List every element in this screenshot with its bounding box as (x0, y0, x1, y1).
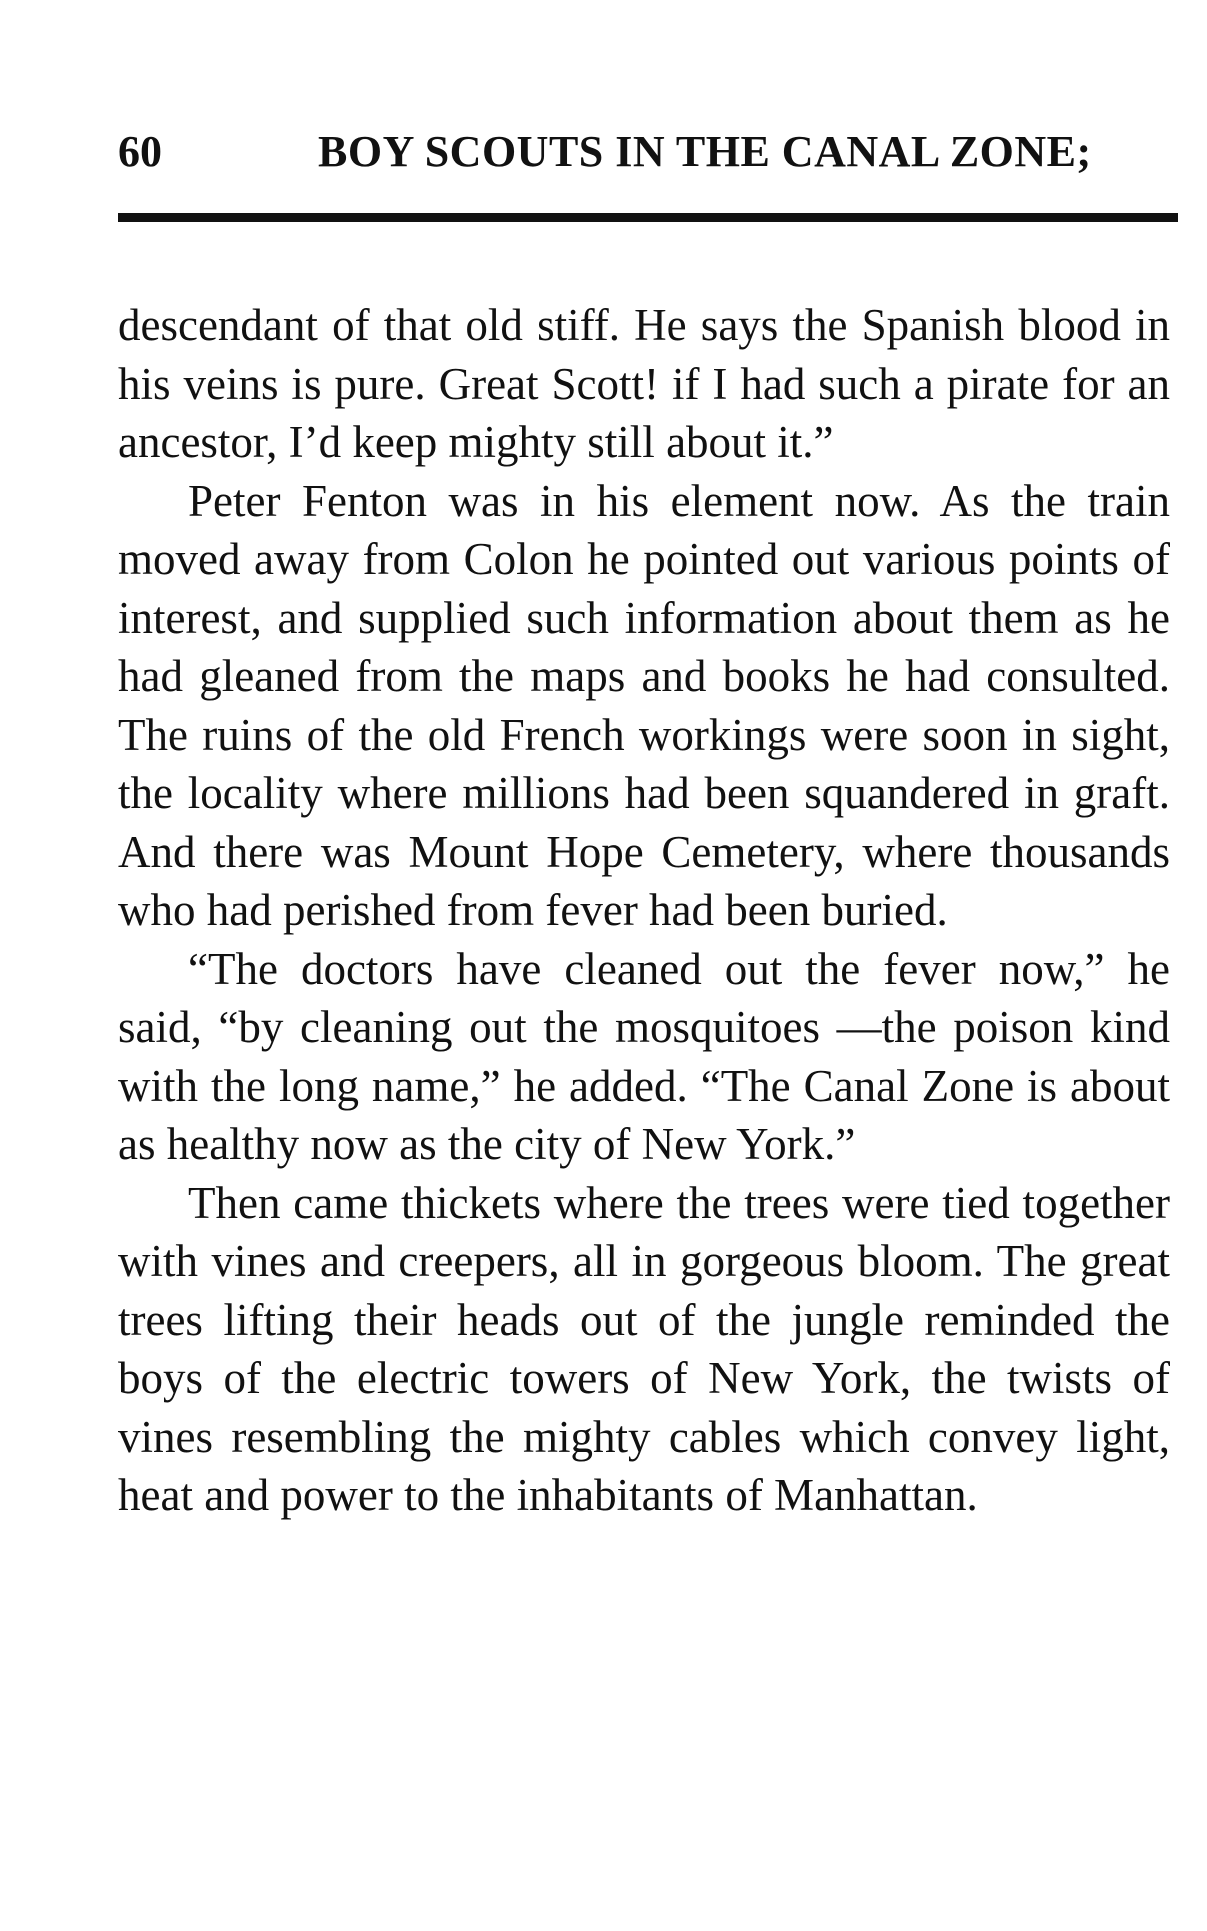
header-rule (118, 213, 1178, 222)
paragraph-peter-fenton: Peter Fenton was in his element now. As the train moved away from Colon he pointed out various points of interest, and supplied such information about them as he had gleaned from the maps and books he had consulted. The ruins of the old French workings were soon in sight, the locality where millions had been squandered in graft. And there was Mount Hope Cemetery, where thousands who had perished from fever had been buried. (118, 475, 1170, 935)
paragraph-continuation: descendant of that old stiff. He says the Spanish blood in his veins is pure. Great Scott! if I had such a pirate for an ancestor, I’d keep mighty still about it.” (118, 300, 1170, 467)
body-text (118, 296, 1170, 1525)
page-number: 60 (118, 127, 162, 176)
running-title: BOY SCOUTS IN THE CANAL ZONE; (318, 127, 1092, 176)
running-head (118, 122, 1178, 182)
paragraph-thickets: Then came thickets where the trees were tied together with vines and creepers, all in gorgeous bloom. The great trees lifting their heads out of the jungle reminded the boys of the electric towers of New York, the twists of vines resembling the mighty cables which convey light, heat and power to the inhabitants of Manhattan. (118, 1177, 1170, 1520)
paragraph-doctors-quote: “The doctors have cleaned out the fever now,” he said, “by cleaning out the mosquitoes —the poison kind with the long name,” he added. “The Canal Zone is about as healthy now as the city of New York.” (118, 943, 1170, 1169)
